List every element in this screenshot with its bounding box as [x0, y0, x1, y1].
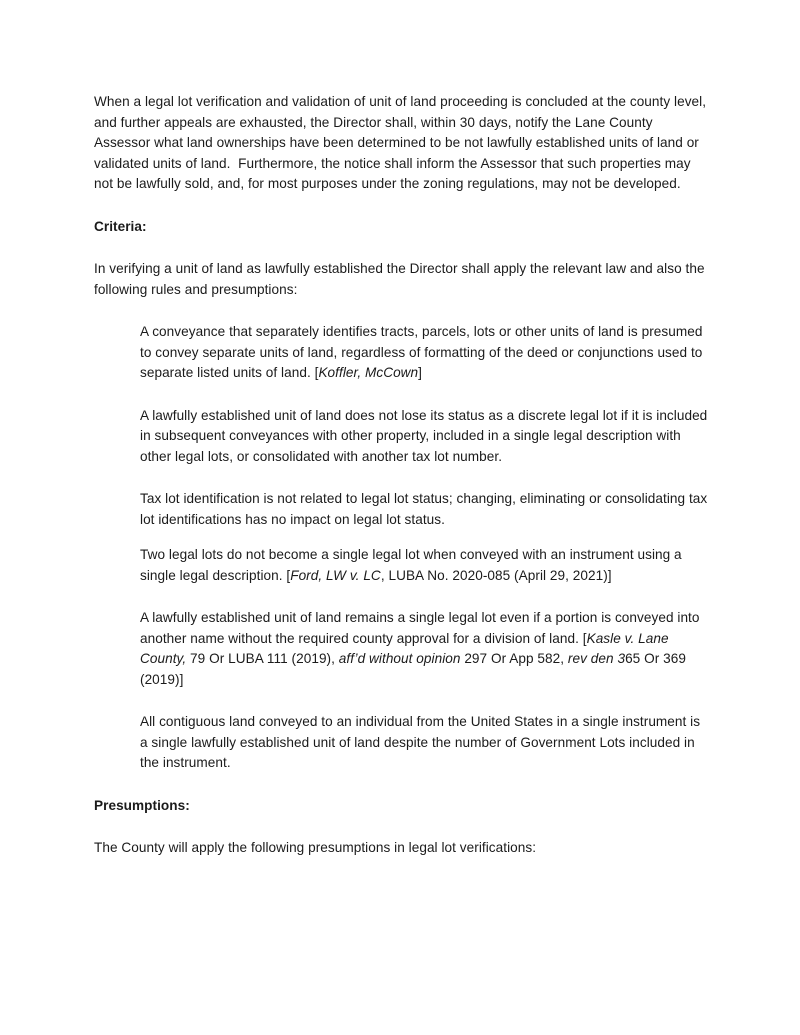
citation-run: Koffler, McCown — [318, 365, 419, 380]
criteria-item-contiguous-land — [140, 712, 710, 774]
criteria-item-two-lots — [140, 545, 710, 586]
text-run: A lawfully established unit of land does not lose its status as a discrete legal lot if it is included in subsequent conveyances with other property, included in a single legal description with other legal lots, or consolidated with another tax lot number. — [140, 407, 712, 464]
citation-run: rev den 3 — [567, 651, 626, 666]
citation-run: aff’d without opinion — [338, 651, 461, 666]
text-run: Two legal lots do not become a single legal lot when conveyed with an instrument using a single legal description. [ — [140, 547, 686, 583]
intro-paragraph: When a legal lot verification and validation of unit of land proceeding is concluded at the county level, and further appeals are exhausted, the Director shall, within 30 days, notify the Lane County Assessor what land ownerships have been determined to be not lawfully established units of land or validated units of land. Furthermore, the notice shall inform the Assessor that such properties may not be lawfully sold, and, for most purposes under the zoning regulations, may not be developed. — [94, 94, 710, 191]
text-run: 65 Or 369 (2019)] — [140, 651, 690, 687]
text-run: Tax lot identification is not related to legal lot status; changing, eliminating or consolidating tax lot identifications has no impact on legal lot status. — [140, 491, 712, 527]
document-content — [94, 92, 710, 859]
text-run: All contiguous land conveyed to an individual from the United States in a single instrument is a single lawfully established unit of land despite the number of Government Lots included in the instrument. — [140, 714, 704, 770]
citation-run: Kasle v. Lane County, — [140, 630, 673, 666]
criteria-item-single-lot — [140, 608, 710, 690]
criteria-item-conveyance — [140, 322, 710, 384]
criteria-intro-paragraph: In verifying a unit of land as lawfully established the Director shall apply the relevant law and also the following rules and presumptions: — [94, 261, 709, 297]
text-run: , LUBA No. 2020-085 (April 29, 2021)] — [380, 567, 612, 583]
text-run: 79 Or LUBA 111 (2019), — [186, 651, 339, 666]
presumptions-heading: Presumptions: — [94, 797, 190, 813]
text-run: ] — [418, 365, 422, 380]
criteria-heading: Criteria: — [94, 218, 147, 234]
text-run: A lawfully established unit of land remains a single legal lot even if a portion is conveyed into another name without the required county approval for a division of land. [ — [140, 610, 704, 646]
criteria-item-discrete-lot — [140, 406, 710, 468]
presumptions-intro-paragraph: The County will apply the following presumptions in legal lot verifications: — [94, 840, 537, 855]
text-run: 297 Or App 582, — [460, 651, 568, 666]
text-run: A conveyance that separately identifies tracts, parcels, lots or other units of land is presumed to convey separate units of land, regardless of formatting of the deed or conjunctions used to separate listed units of land. [ — [140, 324, 707, 380]
citation-run: Ford, LW v. LC — [290, 567, 381, 583]
criteria-item-tax-lot — [140, 489, 710, 530]
